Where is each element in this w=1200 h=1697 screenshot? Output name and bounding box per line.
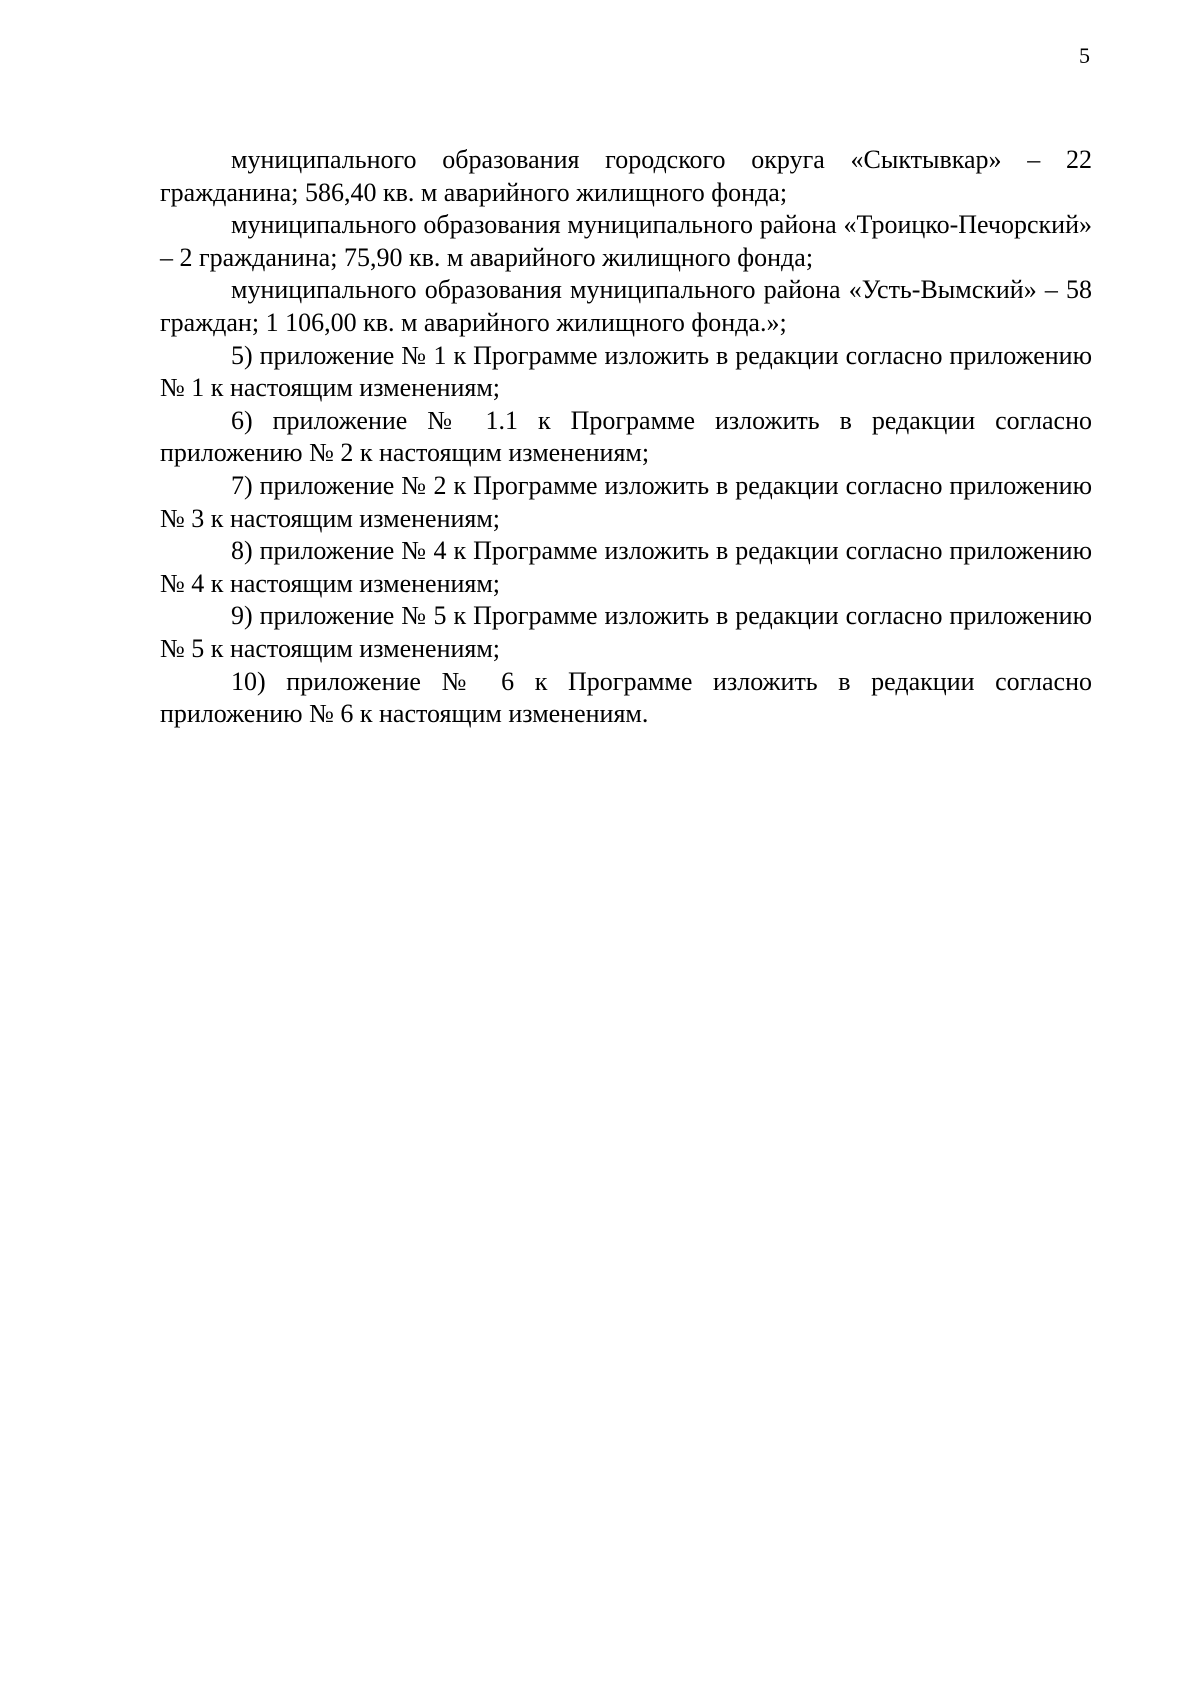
paragraph-troitsko-pechorsky: муниципального образования муниципального района «Троицко-Печорский» – 2 гражданина; 75,90 кв. м аварийного жилищного фонда; bbox=[160, 210, 1092, 272]
page-number: 5 bbox=[1079, 43, 1090, 68]
paragraph-item-6: 6) приложение № 1.1 к Программе изложить в редакции согласно приложению № 2 к настоящим изменениям; bbox=[160, 405, 1092, 468]
document-body bbox=[160, 144, 1092, 731]
paragraph-item-9: 9) приложение № 5 к Программе изложить в редакции согласно приложению № 5 к настоящим изменениям; bbox=[160, 601, 1092, 663]
paragraph-item-5: 5) приложение № 1 к Программе изложить в редакции согласно приложению № 1 к настоящим изменениям; bbox=[160, 340, 1092, 403]
paragraph-item-10: 10) приложение № 6 к Программе изложить в редакции согласно приложению № 6 к настоящим изменениям. bbox=[160, 666, 1092, 729]
paragraph-ust-vymsky: муниципального образования муниципального района «Усть-Вымский» – 58 граждан; 1 106,00 кв. м аварийного жилищного фонда.»; bbox=[160, 275, 1092, 337]
paragraph-item-8: 8) приложение № 4 к Программе изложить в редакции согласно приложению № 4 к настоящим изменениям; bbox=[160, 536, 1092, 598]
paragraph-syktyvkar: муниципального образования городского округа «Сыктывкар» – 22 гражданина; 586,40 кв. м аварийного жилищного фонда; bbox=[160, 145, 1092, 207]
paragraph-item-7: 7) приложение № 2 к Программе изложить в редакции согласно приложению № 3 к настоящим изменениям; bbox=[160, 470, 1092, 533]
